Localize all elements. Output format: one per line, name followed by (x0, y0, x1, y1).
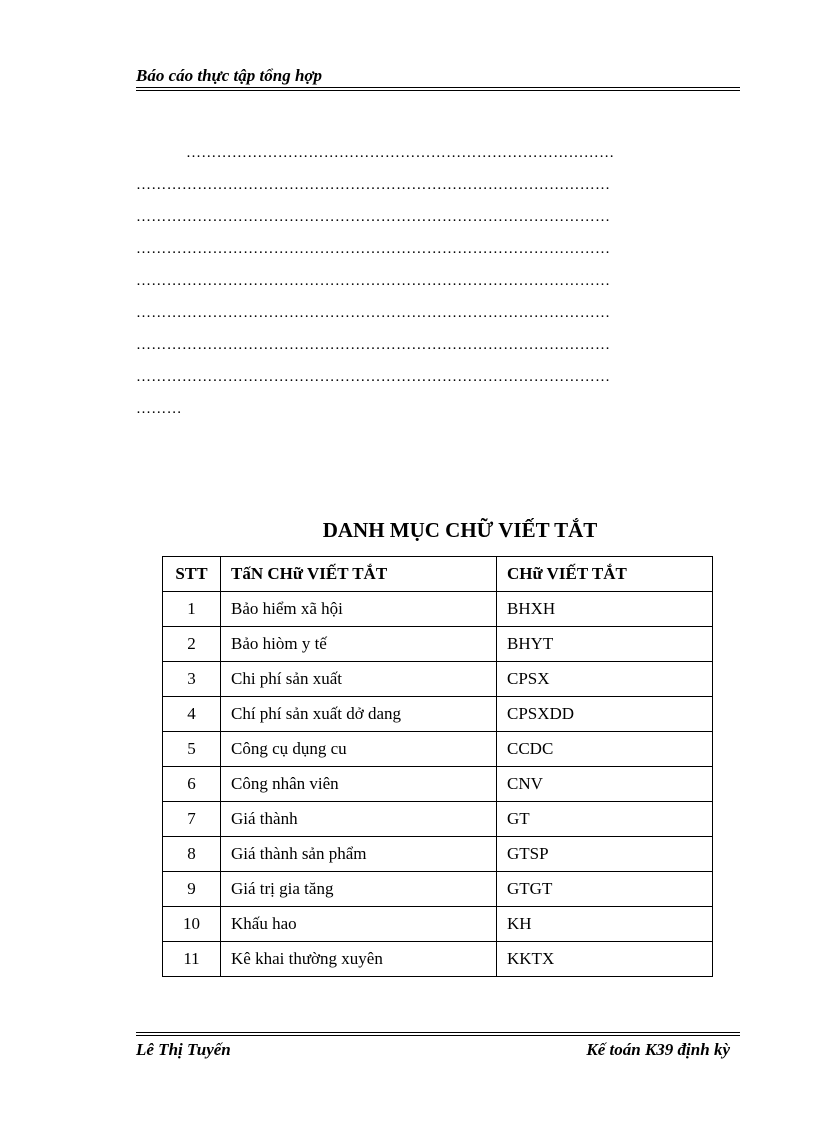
cell-full-name: Giá thành sản phẩm (221, 837, 497, 872)
cell-full-name: Bảo hiểm xã hội (221, 592, 497, 627)
table-row (163, 592, 713, 627)
column-header-abbreviation: CHữ VIẾT TẮT (497, 557, 713, 592)
table-row (163, 837, 713, 872)
table-header-row (163, 557, 713, 592)
cell-stt: 1 (163, 592, 221, 627)
dotted-line: ………………………………………………………………………………… (136, 369, 611, 385)
cell-stt: 3 (163, 662, 221, 697)
table-row (163, 627, 713, 662)
cell-full-name: Giá trị gia tăng (221, 872, 497, 907)
cell-abbreviation: CPSXDD (497, 697, 713, 732)
column-header-full-name: TấN CHữ VIẾT TẮT (221, 557, 497, 592)
table-row (163, 697, 713, 732)
cell-full-name: Công nhân viên (221, 767, 497, 802)
dotted-line: ………………………………………………………………………… (186, 145, 615, 161)
table-row (163, 662, 713, 697)
table-row (163, 732, 713, 767)
footer-author: Lê Thị Tuyến (136, 1040, 231, 1059)
cell-stt: 11 (163, 942, 221, 977)
section-title: DANH MỤC CHỮ VIẾT TẮT (322, 518, 598, 542)
dotted-line: ………………………………………………………………………………… (136, 241, 611, 257)
cell-abbreviation: GTGT (497, 872, 713, 907)
cell-abbreviation: BHYT (497, 627, 713, 662)
column-header-stt: STT (163, 557, 221, 592)
footer-course: Kế toán K39 định kỳ (586, 1040, 730, 1059)
cell-stt: 2 (163, 627, 221, 662)
cell-stt: 5 (163, 732, 221, 767)
table-row (163, 907, 713, 942)
footer-rule (136, 1032, 740, 1036)
dotted-line: ………………………………………………………………………………… (136, 273, 611, 289)
cell-abbreviation: CNV (497, 767, 713, 802)
cell-stt: 9 (163, 872, 221, 907)
cell-abbreviation: CCDC (497, 732, 713, 767)
table-row (163, 802, 713, 837)
page-header-title: Báo cáo thực tập tổng hợp (136, 66, 323, 85)
table-row (163, 872, 713, 907)
cell-abbreviation: BHXH (497, 592, 713, 627)
cell-stt: 8 (163, 837, 221, 872)
cell-full-name: Giá thành (221, 802, 497, 837)
cell-abbreviation: CPSX (497, 662, 713, 697)
cell-abbreviation: GTSP (497, 837, 713, 872)
cell-full-name: Khấu hao (221, 907, 497, 942)
table-row (163, 942, 713, 977)
cell-full-name: Kê khai thường xuyên (221, 942, 497, 977)
dotted-line: ………………………………………………………………………………… (136, 177, 611, 193)
dotted-line: ……… (136, 401, 182, 417)
cell-stt: 10 (163, 907, 221, 942)
cell-stt: 7 (163, 802, 221, 837)
cell-full-name: Chí phí sản xuất dở dang (221, 697, 497, 732)
cell-full-name: Bảo hiòm y tế (221, 627, 497, 662)
dotted-line: ………………………………………………………………………………… (136, 305, 611, 321)
table-row (163, 767, 713, 802)
dotted-line: ………………………………………………………………………………… (136, 337, 611, 353)
cell-abbreviation: GT (497, 802, 713, 837)
cell-abbreviation: KH (497, 907, 713, 942)
header-rule (136, 87, 740, 91)
cell-full-name: Chi phí sản xuất (221, 662, 497, 697)
abbreviation-table (162, 556, 713, 977)
cell-stt: 6 (163, 767, 221, 802)
cell-stt: 4 (163, 697, 221, 732)
dotted-line: ………………………………………………………………………………… (136, 209, 611, 225)
cell-full-name: Công cụ dụng cu (221, 732, 497, 767)
cell-abbreviation: KKTX (497, 942, 713, 977)
